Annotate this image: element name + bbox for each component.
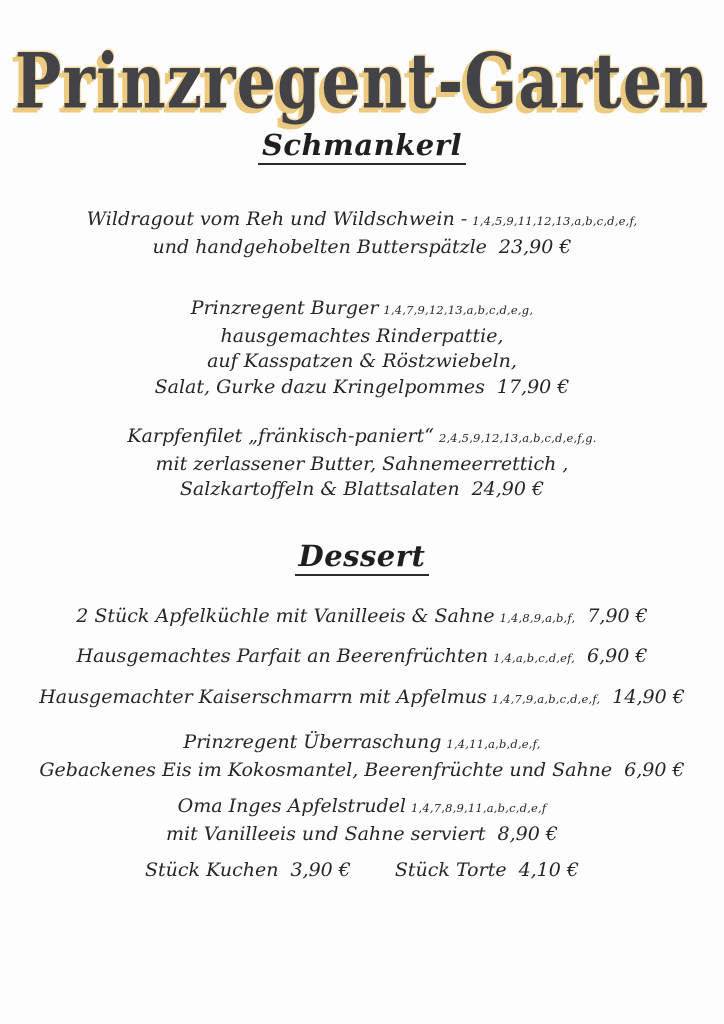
item-price: 24,90 € (471, 478, 545, 500)
allergen-codes: 1,4,7,9,12,13,a,b,c,d,e,g, (383, 303, 534, 317)
item-price: 4,10 € (518, 859, 580, 881)
item-line (0, 452, 724, 478)
item-line (0, 235, 724, 261)
item-text: Hausgemachter Kaiserschmarrn mit Apfelmus (39, 685, 487, 708)
item-text: hausgemachtes Rinderpattie, (220, 324, 504, 347)
item-text: Prinzregent Burger (190, 297, 379, 319)
item-text: auf Kasspatzen & Röstzwiebeln, (207, 350, 517, 372)
menu-item-parfait (0, 644, 724, 672)
item-price: 7,90 € (587, 604, 648, 627)
item-text: Salzkartoffeln & Blattsalaten (179, 478, 460, 500)
item-line (0, 685, 724, 713)
menu-item-apfelstrudel (0, 794, 724, 847)
item-line (0, 477, 724, 503)
item-text: Stück Kuchen (144, 859, 279, 881)
item-line (0, 758, 724, 784)
item-price: 6,90 € (624, 758, 685, 781)
item-text: Oma Inges Apfelstrudel (177, 795, 406, 817)
section-heading-dessert: Dessert (295, 539, 430, 576)
item-line (0, 207, 724, 235)
menu-item-wildragout (0, 207, 724, 260)
item-text: Prinzregent Überraschung (183, 731, 442, 753)
title-area (0, 0, 724, 126)
item-text: Karpfenfilet „fränkisch-paniert“ (127, 425, 434, 447)
allergen-codes: 1,4,a,b,c,d,ef, (493, 651, 576, 665)
menu-title: Prinzregent-Garten (14, 36, 710, 126)
item-line (0, 349, 724, 375)
item-text: Salat, Gurke dazu Kringelpommes (154, 375, 485, 398)
item-line (0, 730, 724, 758)
allergen-codes: 2,4,5,9,12,13,a,b,c,d,e,f,g. (438, 431, 597, 445)
item-price: 6,90 € (587, 645, 648, 667)
allergen-codes: 1,4,5,9,11,12,13,a,b,c,d,e,f, (472, 214, 638, 228)
allergen-codes: 1,4,7,9,a,b,c,d,e,f, (491, 691, 601, 706)
item-text: mit Vanilleeis und Sahne serviert (166, 822, 486, 845)
item-text: Wildragout vom Reh und Wildschwein - (86, 208, 468, 230)
item-price: 8,90 € (497, 822, 558, 845)
section-dessert-heading-area (0, 539, 724, 576)
item-price: 14,90 € (612, 685, 685, 708)
item-line (0, 822, 724, 848)
menu-item-kuchen-torte (0, 858, 724, 884)
section-heading-schmankerl: Schmankerl (258, 128, 466, 165)
item-line (0, 375, 724, 401)
allergen-codes: 1,4,11,a,b,d,e,f, (446, 737, 541, 751)
item-text: Gebackenes Eis im Kokosmantel, Beerenfrüchte und Sahne (39, 758, 613, 781)
item-text: 2 Stück Apfelküchle mit Vanilleeis & Sahne (76, 604, 495, 627)
item-text: mit zerlassener Butter, Sahnemeerrettich , (155, 452, 569, 475)
item-line (0, 858, 724, 884)
allergen-codes: 1,4,8,9,a,b,f, (499, 610, 576, 625)
item-price: 3,90 € (290, 859, 351, 881)
menu-item-apfelkuechle (0, 604, 724, 632)
item-text: Hausgemachtes Parfait an Beerenfrüchten (76, 645, 489, 667)
menu-item-karpfenfilet (0, 424, 724, 503)
item-price: 17,90 € (496, 375, 570, 398)
item-line (0, 794, 724, 822)
item-text: Stück Torte (394, 859, 507, 881)
item-line (0, 644, 724, 672)
menu-item-ueberraschung (0, 730, 724, 783)
item-text: und handgehobelten Butterspätzle (152, 235, 487, 258)
item-line (0, 324, 724, 350)
allergen-codes: 1,4,7,8,9,11,a,b,c,d,e,f (411, 801, 547, 815)
item-line (0, 424, 724, 452)
section-schmankerl-heading-area (0, 128, 724, 165)
menu-item-kaiserschmarrn (0, 685, 724, 713)
item-price: 23,90 € (498, 235, 572, 258)
menu-item-burger (0, 296, 724, 400)
item-line (0, 604, 724, 632)
item-line (0, 296, 724, 324)
